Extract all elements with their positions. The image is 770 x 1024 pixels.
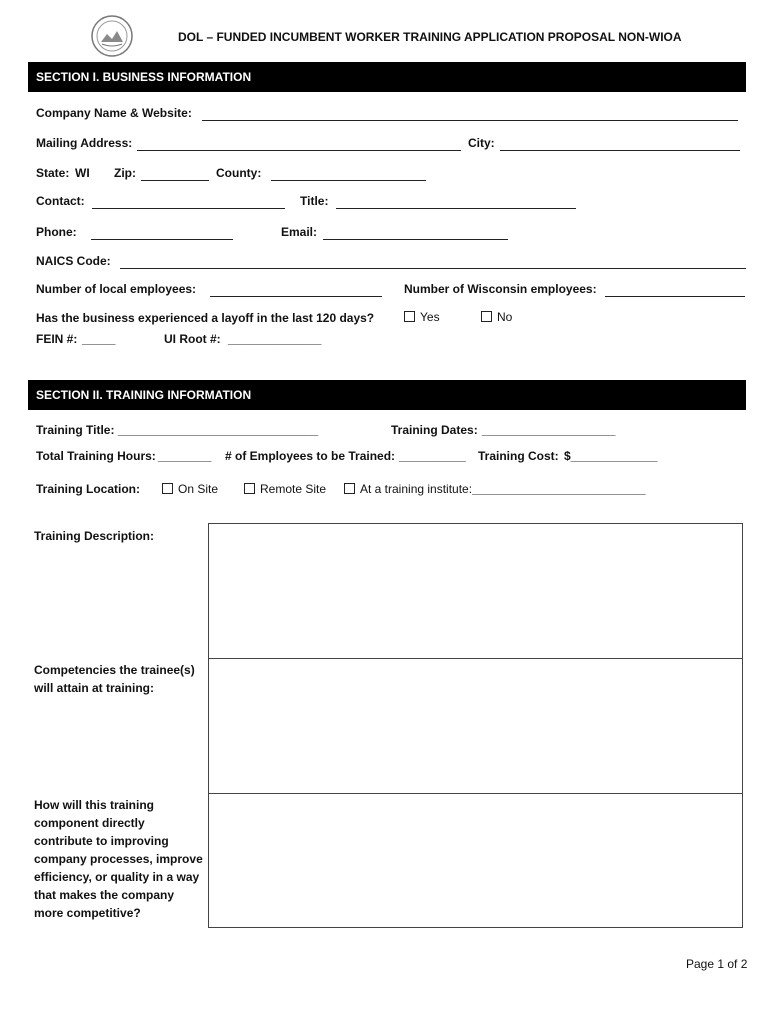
employees-trained-label: # of Employees to be Trained:	[225, 449, 396, 463]
training-institute-field[interactable]: __________________________	[472, 482, 646, 496]
ui-root-field[interactable]: ______________	[228, 332, 322, 346]
no-label: No	[497, 310, 513, 324]
zip-label: Zip:	[114, 166, 136, 180]
state-value: WI	[75, 166, 90, 180]
checkbox-icon	[404, 311, 415, 322]
layoff-no-checkbox[interactable]	[481, 310, 512, 324]
training-cost-field[interactable]: $_____________	[564, 449, 658, 463]
contact-field[interactable]	[92, 208, 285, 209]
remote-site-checkbox[interactable]	[244, 482, 326, 496]
training-title-label: Training Title:	[36, 423, 115, 437]
training-dates-label: Training Dates:	[391, 423, 478, 437]
employees-trained-field[interactable]: __________	[399, 449, 466, 463]
wisconsin-employees-label: Number of Wisconsin employees:	[404, 282, 597, 296]
organization-seal-logo	[90, 14, 134, 58]
section-2-header: SECTION II. TRAINING INFORMATION	[28, 380, 746, 410]
local-employees-field[interactable]	[210, 296, 382, 297]
state-label: State:	[36, 166, 70, 180]
naics-label: NAICS Code:	[36, 254, 111, 268]
layoff-question: Has the business experienced a layoff in the last 120 days?	[36, 311, 375, 325]
ui-root-label: UI Root #:	[164, 332, 221, 346]
training-dates-field[interactable]: ____________________	[482, 423, 616, 437]
section-1-header: SECTION I. BUSINESS INFORMATION	[28, 62, 746, 92]
form-title: DOL – FUNDED INCUMBENT WORKER TRAINING APPLICATION PROPOSAL NON-WIOA	[178, 30, 682, 44]
checkbox-icon	[481, 311, 492, 322]
company-field[interactable]	[202, 120, 738, 121]
title-field[interactable]	[336, 208, 576, 209]
training-location-label: Training Location:	[36, 482, 140, 496]
company-label: Company Name & Website:	[36, 106, 192, 120]
total-hours-field[interactable]: ________	[158, 449, 212, 463]
page-number: Page 1 of 2	[686, 957, 748, 971]
training-description-label: Training Description:	[34, 529, 155, 543]
training-cost-label: Training Cost:	[478, 449, 559, 463]
training-title-field[interactable]: ______________________________	[118, 423, 319, 437]
phone-field[interactable]	[91, 239, 233, 240]
yes-label: Yes	[420, 310, 440, 324]
training-description-box[interactable]	[208, 523, 743, 659]
zip-field[interactable]	[141, 180, 209, 181]
total-hours-label: Total Training Hours:	[36, 449, 156, 463]
competencies-label: Competencies the trainee(s) will attain at training:	[34, 663, 195, 695]
mailing-address-field[interactable]	[137, 150, 461, 151]
layoff-yes-checkbox[interactable]	[404, 310, 440, 324]
city-field[interactable]	[500, 150, 740, 151]
on-site-label: On Site	[178, 482, 219, 496]
checkbox-icon	[344, 483, 355, 494]
wisconsin-employees-field[interactable]	[605, 296, 745, 297]
on-site-checkbox[interactable]	[162, 482, 218, 496]
title-label: Title:	[300, 194, 329, 208]
checkbox-icon	[244, 483, 255, 494]
remote-site-label: Remote Site	[260, 482, 327, 496]
city-label: City:	[468, 136, 495, 150]
fein-label: FEIN #:	[36, 332, 78, 346]
local-employees-label: Number of local employees:	[36, 282, 197, 296]
fein-field[interactable]: _____	[82, 332, 116, 346]
contribution-box[interactable]	[208, 793, 743, 928]
email-label: Email:	[281, 225, 318, 239]
training-institute-checkbox[interactable]	[344, 482, 646, 496]
phone-label: Phone:	[36, 225, 77, 239]
county-field[interactable]	[271, 180, 426, 181]
county-label: County:	[216, 166, 262, 180]
email-field[interactable]	[323, 239, 508, 240]
naics-field[interactable]	[120, 268, 746, 269]
mailing-address-label: Mailing Address:	[36, 136, 133, 150]
training-institute-label: At a training institute:	[360, 482, 473, 496]
checkbox-icon	[162, 483, 173, 494]
competencies-box[interactable]	[208, 658, 743, 794]
contribution-question-label: How will this training component directly contribute to improving company processes, improve efficiency, or quality in a way that makes the company more competitive?	[34, 798, 203, 920]
contact-label: Contact:	[36, 194, 85, 208]
